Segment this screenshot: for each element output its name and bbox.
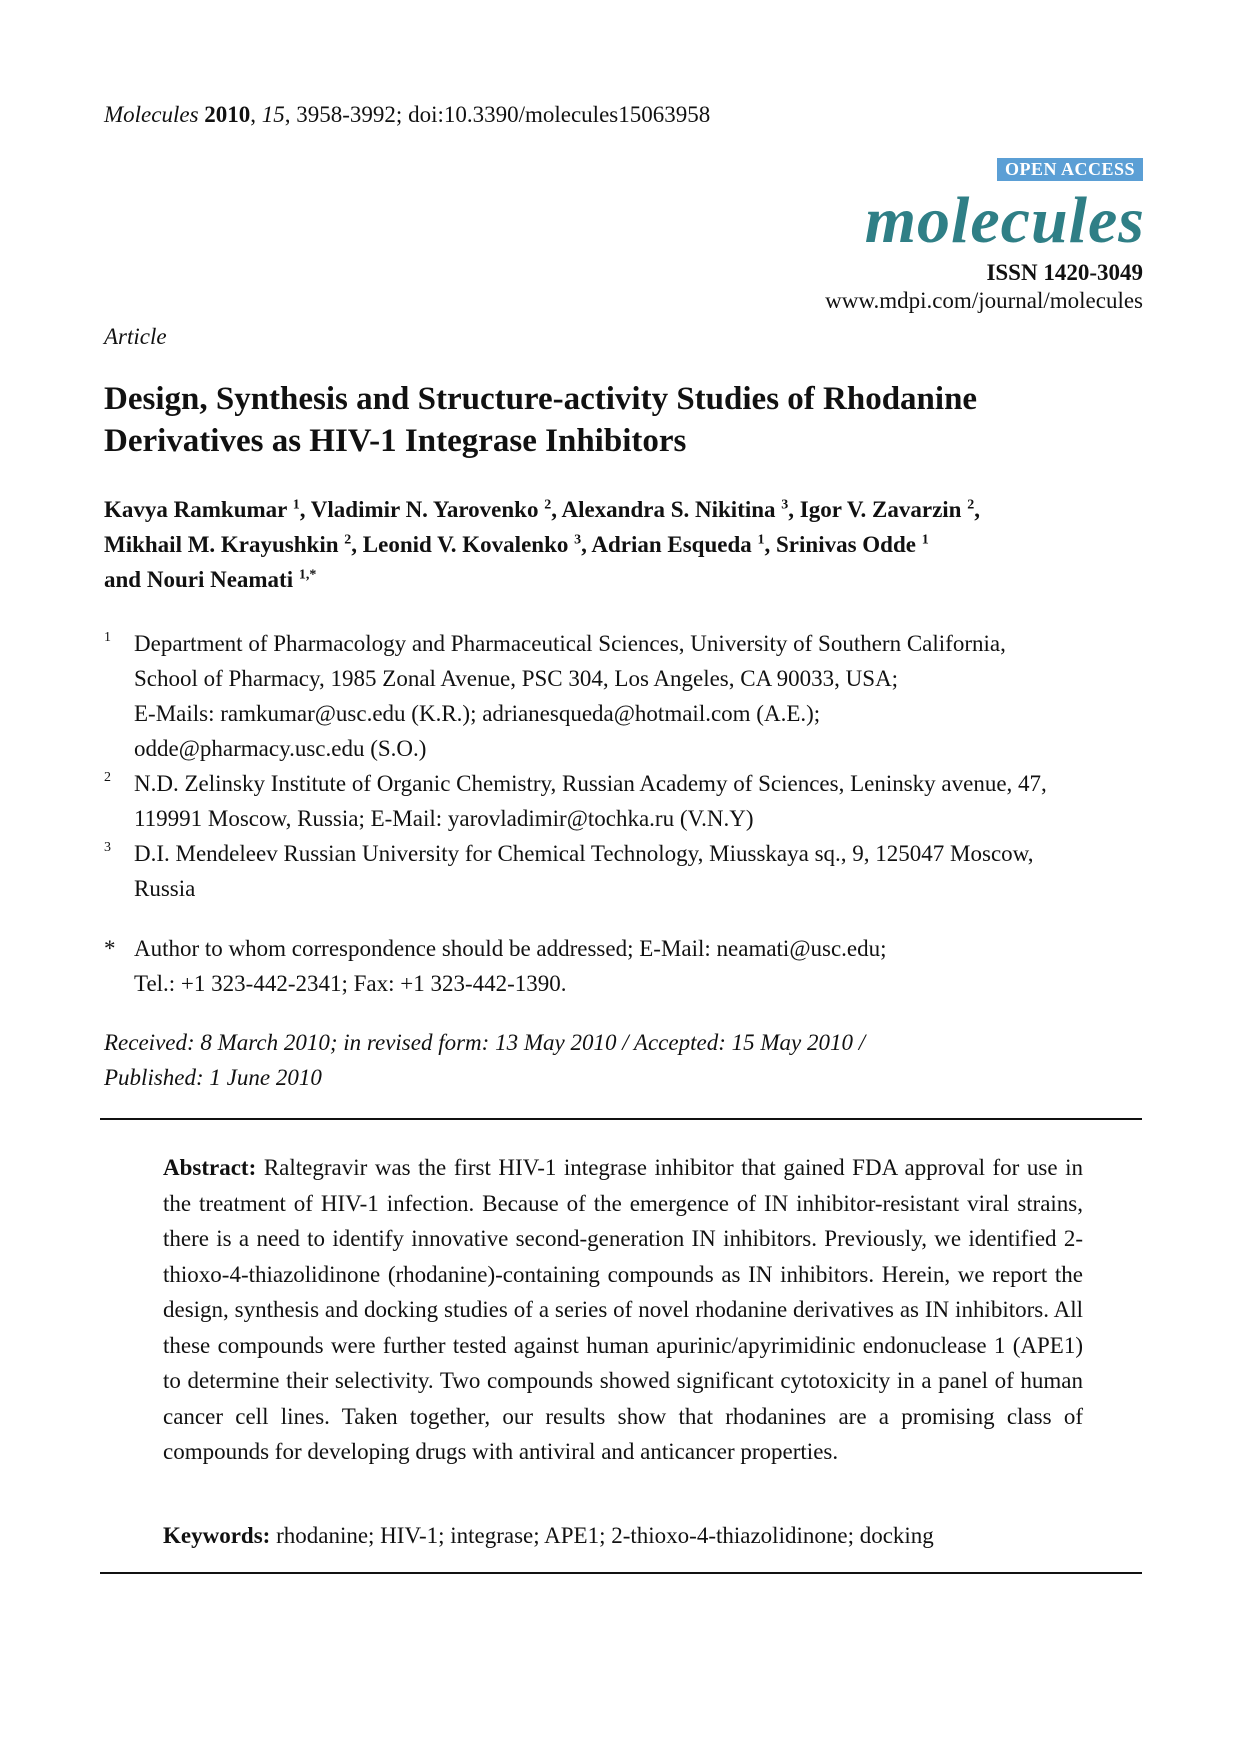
- author-list: Kavya Ramkumar $^1$, Vladimir N. Yarovenko $^2$, Alexandra S. Nikitina $^3$, Igor V. Zavarzin $^2$, Mikhail M. Krayushkin $^2$, Leonid V. Kovalenko $^3$, Adrian Esqueda $^1$, Srinivas Odde $^1$ and Nouri Neamati $^{1,*}$: [104, 497, 980, 592]
- affiliations: [104, 626, 1144, 906]
- divider-top: [100, 1118, 1142, 1120]
- abstract-label: Abstract:: [163, 1155, 257, 1180]
- author: Kavya Ramkumar $^1$: [104, 497, 300, 522]
- publication-dates: Received: 8 March 2010; in revised form: 13 May 2010 / Accepted: 15 May 2010 / Published: 1 June 2010: [104, 1030, 866, 1090]
- correspondence: * Author to whom correspondence should be addressed; E-Mail: neamati@usc.edu; Tel.: +1 323-442-2341; Fax: +1 323-442-1390.: [104, 936, 887, 996]
- open-access-badge: OPEN ACCESS: [997, 158, 1143, 181]
- abstract-text: Raltegravir was the first HIV-1 integrase inhibitor that gained FDA approval for use in the treatment of HIV-1 infection. Because of the emergence of IN inhibitor-resistant viral strains, there is a need to identify innovative second-generation IN inhibitors. Previously, we identified 2-thioxo-4-thiazolidinone (rhodanine)-containing compounds as IN inhibitors. Herein, we report the design, synthesis and docking studies of a series of novel rhodanine derivatives as IN inhibitors. All these compounds were further tested against human apurinic/apyrimidinic endonuclease 1 (APE1) to determine their selectivity. Two compounds showed significant cytotoxicity in a panel of human cancer cell lines. Taken together, our results show that rhodanines are a promising class of compounds for developing drugs with antiviral and anticancer properties.: [163, 1155, 1084, 1464]
- keywords-text: rhodanine; HIV-1; integrase; APE1; 2-thioxo-4-thiazolidinone; docking: [276, 1523, 934, 1548]
- author: Srinivas Odde $^1$: [776, 532, 929, 557]
- journal-name: Molecules: [104, 102, 199, 127]
- author: Leonid V. Kovalenko $^3$: [362, 532, 582, 557]
- author: and Nouri Neamati $^{1,*}$: [104, 567, 317, 592]
- article-type: Article: [104, 324, 167, 349]
- title-line: Derivatives as HIV-1 Integrase Inhibitors: [104, 423, 687, 459]
- pages-doi: , 3958-3992; doi:10.3390/molecules15063958: [284, 102, 711, 127]
- author: Alexandra S. Nikitina $^3$: [561, 497, 789, 522]
- paper-title: [104, 378, 1144, 462]
- affiliation-3: 3 D.I. Mendeleev Russian University for Chemical Technology, Miusskaya sq., 9, 125047 Moscow, Russia: [104, 840, 1034, 901]
- abstract: [163, 1150, 1083, 1470]
- affiliation-1: 1 Department of Pharmacology and Pharmaceutical Sciences, University of Southern California, School of Pharmacy, 1985 Zonal Avenue, PSC 304, Los Angeles, CA 90033, USA; E-Mails: ramkumar@usc.edu (K.R.); adrianesqueda@hotmail.com (A.E.); odde@pharmacy.usc.edu (S.O.): [104, 630, 1006, 761]
- author: Igor V. Zavarzin $^2$: [799, 497, 975, 522]
- journal-website[interactable]: www.mdpi.com/journal/molecules: [825, 288, 1143, 313]
- title-line: Design, Synthesis and Structure-activity Studies of Rhodanine: [104, 381, 978, 417]
- author: Vladimir N. Yarovenko $^2$: [310, 497, 552, 522]
- issn: ISSN 1420-3049: [986, 260, 1143, 285]
- journal-year: 2010: [204, 102, 251, 127]
- affiliation-2: 2 N.D. Zelinsky Institute of Organic Chemistry, Russian Academy of Sciences, Leninsky avenue, 47, 119991 Moscow, Russia; E-Mail: yarovladimir@tochka.ru (V.N.Y): [104, 770, 1047, 831]
- keywords-label: Keywords:: [163, 1523, 271, 1548]
- author: Adrian Esqueda $^1$: [591, 532, 765, 557]
- journal-volume: 15: [261, 102, 285, 127]
- author: Mikhail M. Krayushkin $^2$: [104, 532, 352, 557]
- citation-line: Molecules 2010, 15, 3958-3992; doi:10.3390/molecules15063958: [104, 102, 711, 127]
- journal-logo: molecules: [864, 184, 1145, 257]
- divider-bottom: [100, 1572, 1142, 1574]
- keywords: [163, 1518, 1083, 1553]
